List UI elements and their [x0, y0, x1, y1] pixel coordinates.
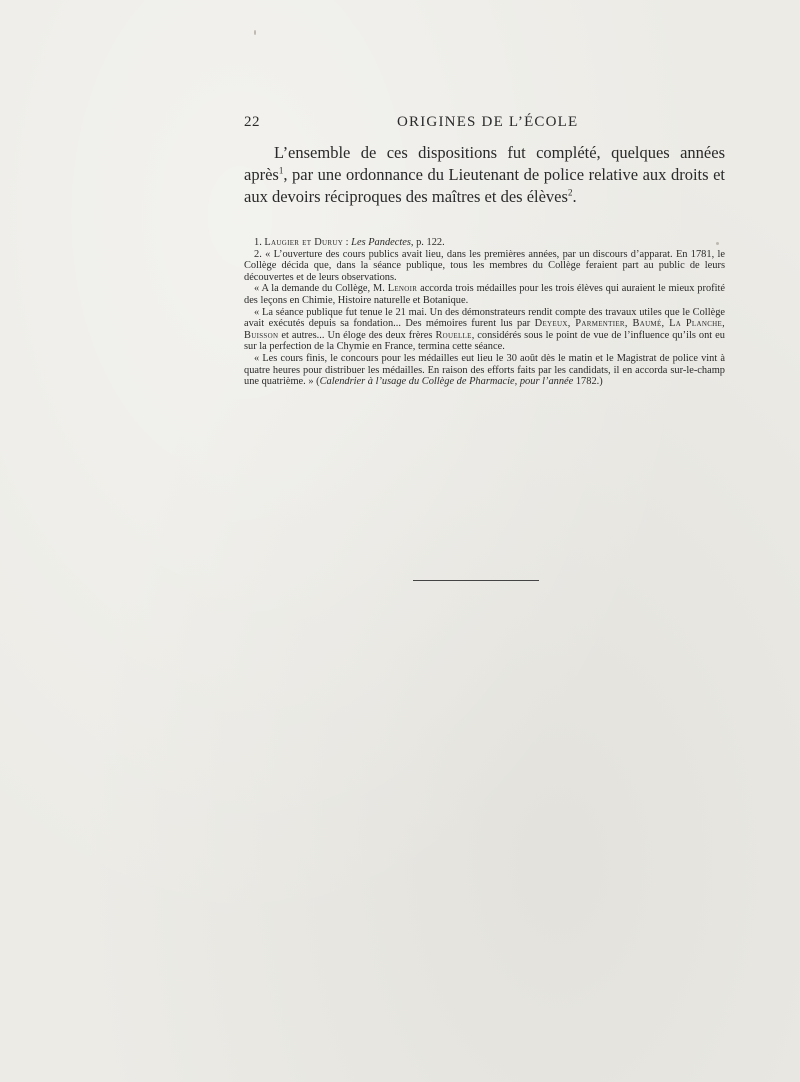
running-head — [244, 114, 724, 136]
body-text-part-1: L’ensemble de ces dispositions fut complété, quelques années après — [244, 143, 725, 184]
footnote-2c-pre: « La séance publique fut tenue le 21 mai. Un des démonstrateurs rendit compte des travaux utiles que le Collège avait exécutés depuis sa fondation... Des mémoires furent lus par — [244, 306, 725, 330]
footnote-2c-names: Deyeux, Parmentier, Baumé, La Planche, Buisson — [244, 318, 725, 341]
footnote-2d-year: 1782 — [573, 376, 597, 388]
footnote-ref-1[interactable]: 1 — [278, 165, 284, 176]
footnote-2d-post: .) — [596, 376, 603, 388]
body-text-part-3: . — [572, 187, 577, 206]
footnote-2c-post: , considérés sous le point de vue de l’influence qu’ils ont eu sur la perfection de la Chymie en France, termina cette séance. — [244, 329, 725, 353]
end-rule — [413, 580, 539, 581]
footnote-1-author: Laugier et Duruy — [264, 237, 344, 248]
body-text-part-2: , par une ordonnance du Lieutenant de police relative aux droits et aux devoirs réciproques des maîtres et des élèves — [244, 165, 725, 206]
footnote-2b-name: Lenoir — [387, 283, 418, 295]
footnote-2d-source: Calendrier à l’usage du Collège de Pharmacie, pour l’année — [319, 376, 574, 388]
footnotes — [244, 237, 725, 388]
footnote-1-rest: , p. 122. — [410, 237, 445, 248]
footnote-2-paragraph-4 — [244, 353, 725, 388]
footnote-2d-pre: « Les cours finis, le concours pour les médailles eut lieu le 30 août dès le matin et le Magistrat de police vint à quatre heures pour distribuer les médailles. En raison des efforts faits par les candidats, il en accorda sur-le-champ une quatrième. » ( — [244, 352, 725, 388]
footnote-2c-name-rouelle: Rouelle — [435, 329, 472, 341]
footnote-2b-post: accorda trois médailles pour les trois élèves qui auraient le mieux profité des leçons en Chimie, Histoire naturelle et Botanique. — [244, 283, 726, 306]
running-title: ORIGINES DE L’ÉCOLE — [397, 114, 579, 130]
footnote-2-paragraph-2 — [244, 283, 725, 306]
footnote-2-paragraph-1: 2. « L’ouverture des cours publics avait lieu, dans les premières années, par un discours d’apparat. En 1781, le Collège décida que, dans la séance publique, tous les membres du Collège feraient part au public de leurs découvertes et de leurs observations. — [244, 248, 725, 283]
paper-speck — [716, 242, 719, 245]
footnote-2b-pre: « A la demande du Collège, M. — [254, 283, 388, 295]
footnote-1-work: Les Pandectes — [351, 237, 411, 248]
footnote-2c-mid: et autres... Un éloge des deux frères — [278, 329, 436, 341]
footnote-2-paragraph-3 — [244, 307, 725, 353]
page-number: 22 — [244, 114, 260, 130]
footnote-1-number: 1. — [254, 237, 265, 248]
footnote-1 — [244, 237, 725, 249]
body-paragraph — [244, 142, 725, 208]
paper-speck — [254, 30, 256, 35]
footnote-ref-2[interactable]: 2 — [567, 187, 573, 198]
footnote-1-sep: : — [343, 237, 352, 248]
